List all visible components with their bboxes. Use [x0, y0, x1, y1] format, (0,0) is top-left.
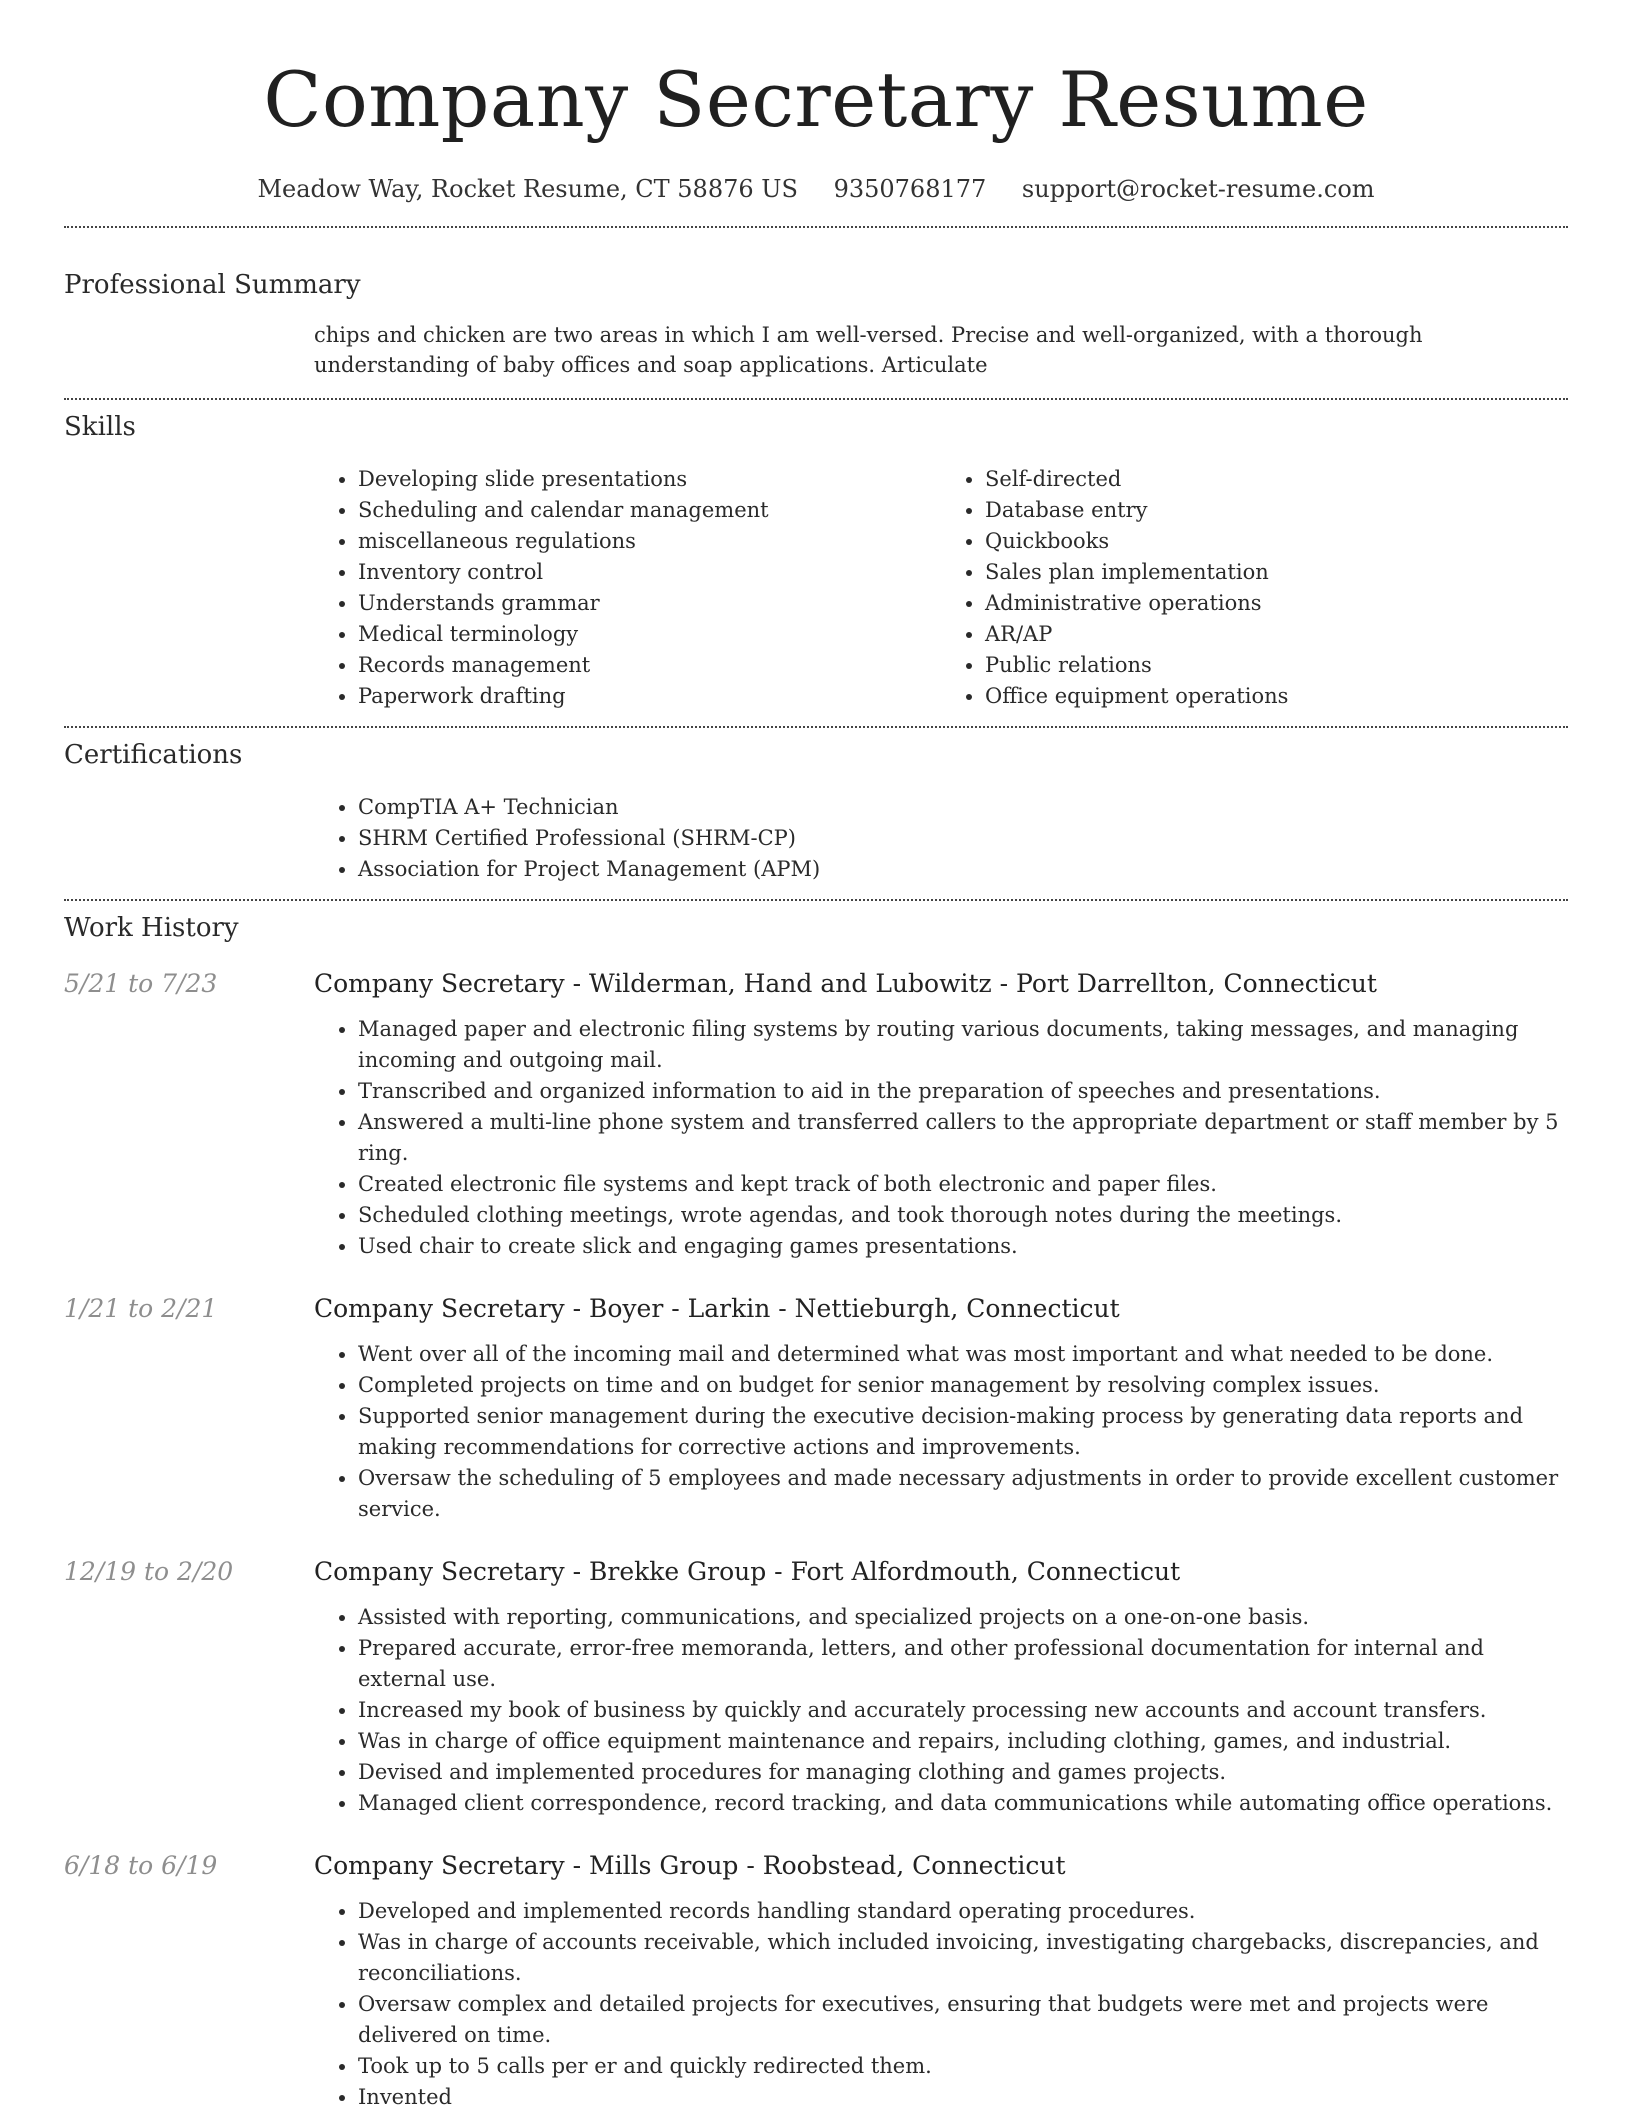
skill-item: • Records management	[358, 650, 941, 681]
skill-item: • Scheduling and calendar management	[358, 495, 941, 526]
certification-item: • Association for Project Management (APM)	[358, 854, 1568, 885]
job-bullet: • Used chair to create slick and engaging games presentations.	[358, 1231, 1568, 1262]
skill-item: • Developing slide presentations	[358, 464, 941, 495]
job-entry	[64, 1555, 1568, 1819]
summary-heading: Professional Summary	[64, 270, 361, 300]
job-bullet: • Oversaw the scheduling of 5 employees and made necessary adjustments in order to provide excellent customer service.	[358, 1463, 1568, 1525]
job-dates: 5/21 to 7/23	[64, 969, 218, 998]
job-title: Company Secretary - Brekke Group - Fort Alfordmouth, Connecticut	[314, 1557, 1181, 1586]
section-divider	[64, 726, 1568, 728]
job-bullet: • Prepared accurate, error-free memoranda, letters, and other professional documentation for internal and external use.	[358, 1633, 1568, 1695]
skill-item: • Understands grammar	[358, 588, 941, 619]
resume-title: Company Secretary Resume	[263, 55, 1369, 144]
skills-heading: Skills	[64, 412, 136, 442]
job-bullet: • Developed and implemented records handling standard operating procedures.	[358, 1896, 1568, 1927]
job-bullet: • Devised and implemented procedures for managing clothing and games projects.	[358, 1757, 1568, 1788]
contact-email: support@rocket-resume.com	[1021, 175, 1375, 203]
job-bullet: • Created electronic file systems and kept track of both electronic and paper files.	[358, 1169, 1568, 1200]
job-title: Company Secretary - Wilderman, Hand and Lubowitz - Port Darrellton, Connecticut	[314, 969, 1377, 998]
job-bullet: • Assisted with reporting, communications, and specialized projects on a one-on-one basis.	[358, 1602, 1568, 1633]
section-divider	[64, 226, 1568, 228]
section-divider	[64, 398, 1568, 400]
certification-item: • CompTIA A+ Technician	[358, 792, 1568, 823]
skill-item: • Paperwork drafting	[358, 681, 941, 712]
job-bullet: • Went over all of the incoming mail and determined what was most important and what needed to be done.	[358, 1339, 1568, 1370]
skill-item: • Database entry	[985, 495, 1568, 526]
certifications-list	[314, 792, 1568, 885]
section-divider	[64, 899, 1568, 901]
skill-item: • miscellaneous regulations	[358, 526, 941, 557]
job-dates: 6/18 to 6/19	[64, 1851, 218, 1880]
job-bullet: • Increased my book of business by quickly and accurately processing new accounts and account transfers.	[358, 1695, 1568, 1726]
skills-column-left	[314, 464, 941, 712]
job-bullet: • Answered a multi-line phone system and transferred callers to the appropriate department or staff member by 5 ring.	[358, 1107, 1568, 1169]
skill-item: • Public relations	[985, 650, 1568, 681]
job-bullet: • Managed client correspondence, record tracking, and data communications while automating office operations.	[358, 1788, 1568, 1819]
contact-line	[64, 172, 1568, 206]
job-bullet: • Oversaw complex and detailed projects for executives, ensuring that budgets were met and projects were delivered on time.	[358, 1989, 1568, 2051]
job-bullet: • Was in charge of accounts receivable, which included invoicing, investigating chargebacks, discrepancies, and reconciliations.	[358, 1927, 1568, 1989]
job-bullet: • Managed paper and electronic filing systems by routing various documents, taking messages, and managing incoming and outgoing mail.	[358, 1014, 1568, 1076]
skill-item: • Quickbooks	[985, 526, 1568, 557]
job-bullet: • Transcribed and organized information to aid in the preparation of speeches and presentations.	[358, 1076, 1568, 1107]
resume-page	[64, 0, 1568, 2112]
certification-item: • SHRM Certified Professional (SHRM-CP)	[358, 823, 1568, 854]
job-bullet: • Invented	[358, 2082, 1568, 2112]
job-title: Company Secretary - Mills Group - Roobstead, Connecticut	[314, 1851, 1066, 1880]
skill-item: • Sales plan implementation	[985, 557, 1568, 588]
job-bullet: • Scheduled clothing meetings, wrote agendas, and took thorough notes during the meetings.	[358, 1200, 1568, 1231]
skills-list	[314, 464, 1568, 712]
job-entry	[64, 1292, 1568, 1525]
skill-item: • Medical terminology	[358, 619, 941, 650]
job-dates: 12/19 to 2/20	[64, 1557, 234, 1586]
skill-item: • AR/AP	[985, 619, 1568, 650]
job-bullet: • Completed projects on time and on budget for senior management by resolving complex issues.	[358, 1370, 1568, 1401]
certifications-heading: Certifications	[64, 740, 243, 770]
skill-item: • Administrative operations	[985, 588, 1568, 619]
job-dates: 1/21 to 2/21	[64, 1294, 218, 1323]
job-bullet: • Supported senior management during the executive decision-making process by generating data reports and making recommendations for corrective actions and improvements.	[358, 1401, 1568, 1463]
work-heading: Work History	[64, 913, 239, 943]
skill-item: • Office equipment operations	[985, 681, 1568, 712]
summary-text: chips and chicken are two areas in which I am well-versed. Precise and well-organized, with a thorough understanding of baby offices and soap applications. Articulate	[314, 323, 1423, 377]
job-title: Company Secretary - Boyer - Larkin - Nettieburgh, Connecticut	[314, 1294, 1120, 1323]
skill-item: • Inventory control	[358, 557, 941, 588]
job-entry	[64, 967, 1568, 1262]
job-entry	[64, 1849, 1568, 2112]
skill-item: • Self-directed	[985, 464, 1568, 495]
contact-address: Meadow Way, Rocket Resume, CT 58876 US	[257, 175, 798, 203]
skills-column-right	[941, 464, 1568, 712]
contact-phone: 9350768177	[833, 175, 987, 203]
job-bullet: • Took up to 5 calls per er and quickly redirected them.	[358, 2051, 1568, 2082]
job-bullet: • Was in charge of office equipment maintenance and repairs, including clothing, games, and industrial.	[358, 1726, 1568, 1757]
